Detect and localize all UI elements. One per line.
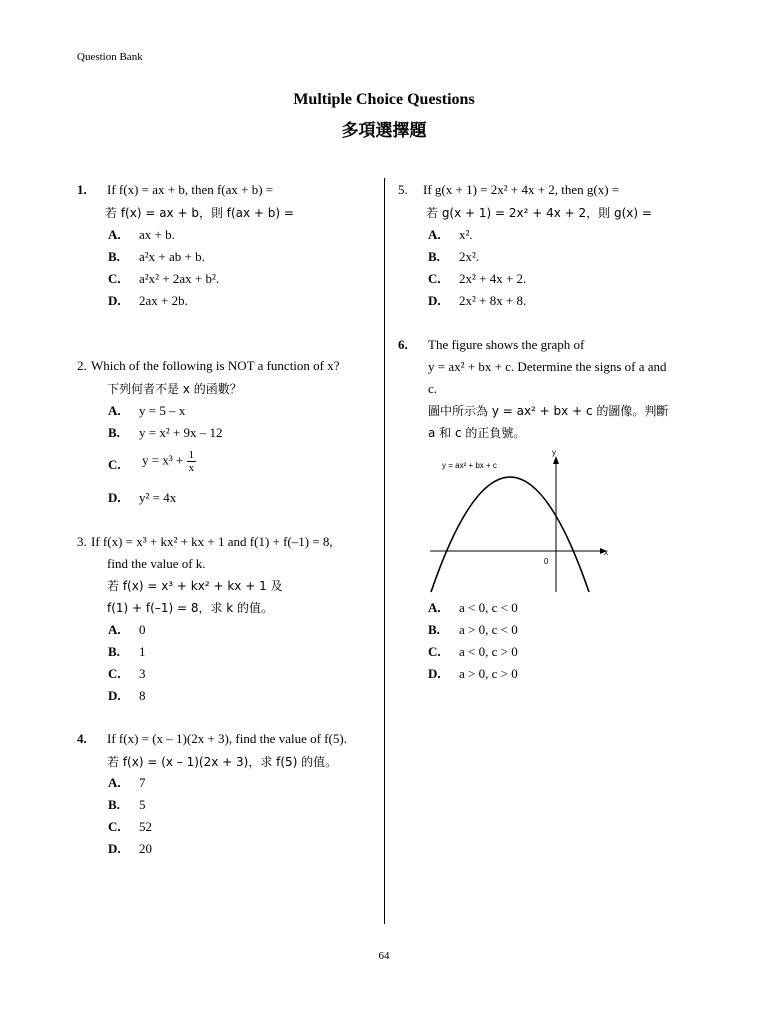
option-a[interactable]: y = 5 – x — [139, 403, 186, 418]
option-letter: A. — [108, 227, 121, 242]
option-a[interactable]: 7 — [139, 775, 146, 790]
question-text-chinese-line-2: a 和 c 的正負號。 — [428, 426, 526, 440]
y-axis-label: y — [552, 448, 556, 457]
curve-label: y = ax² + bx + c — [442, 461, 497, 470]
origin-label: 0 — [544, 557, 549, 566]
question-text-line-2: find the value of k. — [107, 556, 206, 571]
question-text: If g(x + 1) = 2x² + 4x + 2, then g(x) = — [423, 182, 620, 197]
option-d[interactable]: 20 — [139, 841, 152, 856]
option-c[interactable]: 3 — [139, 666, 146, 681]
question-text-chinese: 下列何者不是 x 的函數？ — [107, 382, 242, 396]
option-letter: D. — [428, 293, 441, 308]
fraction-numerator: 1 — [188, 449, 195, 461]
question-number: 1. — [77, 182, 87, 197]
option-d[interactable]: 8 — [139, 688, 146, 703]
question-text-chinese: 圖中所示為 y = ax² + bx + c 的圖像。判斷 — [428, 404, 669, 418]
question-text: Which of the following is NOT a function of x? — [91, 358, 340, 373]
option-letter: A. — [428, 227, 441, 242]
option-b[interactable]: 2x². — [459, 249, 480, 264]
option-d[interactable]: 2ax + 2b. — [139, 293, 188, 308]
option-letter: A. — [108, 622, 121, 637]
option-letter: C. — [428, 644, 441, 659]
question-number: 4. — [77, 731, 87, 746]
question-number: 6. — [398, 337, 408, 352]
option-letter: C. — [108, 457, 121, 472]
option-letter: B. — [428, 622, 440, 637]
option-c[interactable]: a²x² + 2ax + b². — [139, 271, 220, 286]
option-letter: A. — [108, 403, 121, 418]
option-letter: A. — [428, 600, 441, 615]
option-letter: D. — [108, 490, 121, 505]
option-letter: B. — [108, 249, 120, 264]
question-number: 5. — [398, 182, 408, 197]
option-b[interactable]: y = x² + 9x – 12 — [139, 425, 223, 440]
question-text: If f(x) = x³ + kx² + kx + 1 and f(1) + f(–1) = 8, — [91, 534, 333, 549]
parabola-curve — [431, 477, 589, 592]
question-text-chinese: 若 f(x) = x³ + kx² + kx + 1 及 — [107, 579, 283, 593]
option-letter: C. — [108, 819, 121, 834]
option-letter: B. — [428, 249, 440, 264]
option-c[interactable] — [142, 449, 196, 474]
question-text-line-3: c. — [428, 381, 438, 396]
option-a[interactable]: 0 — [139, 622, 146, 637]
option-letter: B. — [108, 797, 120, 812]
fraction — [187, 449, 197, 474]
option-c[interactable]: 2x² + 4x + 2. — [459, 271, 527, 286]
y-axis-arrow — [553, 456, 559, 464]
option-d[interactable]: y² = 4x — [139, 490, 177, 505]
question-number: 2. — [77, 358, 87, 373]
fraction-denominator: x — [188, 462, 195, 474]
question-text-chinese-line-2: f(1) + f(–1) = 8，求 k 的值。 — [107, 601, 274, 615]
option-b[interactable]: 5 — [139, 797, 146, 812]
option-c[interactable]: 52 — [139, 819, 152, 834]
option-letter: D. — [108, 841, 121, 856]
option-letter: D. — [108, 688, 121, 703]
option-letter: C. — [428, 271, 441, 286]
option-a[interactable]: x². — [459, 227, 473, 242]
page-number: 64 — [378, 950, 390, 962]
option-b[interactable]: a²x + ab + b. — [139, 249, 205, 264]
question-text: The figure shows the graph of — [428, 337, 585, 352]
column-divider — [384, 178, 385, 924]
option-d[interactable]: a > 0, c > 0 — [459, 666, 518, 681]
option-letter: B. — [108, 425, 120, 440]
question-text-line-2: y = ax² + bx + c. Determine the signs of a and — [428, 359, 667, 374]
option-letter: D. — [428, 666, 441, 681]
option-letter: D. — [108, 293, 121, 308]
option-letter: C. — [108, 271, 121, 286]
question-text: If f(x) = ax + b, then f(ax + b) = — [107, 182, 274, 197]
question-text-chinese: 若 g(x + 1) = 2x² + 4x + 2，則 g(x) = — [426, 206, 652, 220]
page-title: Multiple Choice Questions — [293, 91, 475, 108]
question-text-chinese: 若 f(x) = (x – 1)(2x + 3)，求 f(5) 的值。 — [107, 755, 338, 769]
option-b[interactable]: a > 0, c < 0 — [459, 622, 518, 637]
question-text-chinese: 若 f(x) = ax + b，則 f(ax + b) = — [105, 206, 294, 220]
option-a[interactable]: a < 0, c < 0 — [459, 600, 518, 615]
question-text: If f(x) = (x – 1)(2x + 3), find the value of f(5). — [107, 731, 347, 746]
option-c[interactable]: a < 0, c > 0 — [459, 644, 518, 659]
option-a[interactable]: ax + b. — [139, 227, 175, 242]
header-label: Question Bank — [77, 51, 143, 63]
option-c-text: y = x³ + — [142, 452, 184, 468]
option-d[interactable]: 2x² + 8x + 8. — [459, 293, 527, 308]
option-b[interactable]: 1 — [139, 644, 146, 659]
question-number: 3. — [77, 534, 87, 549]
parabola-graph — [428, 446, 612, 594]
option-letter: C. — [108, 666, 121, 681]
option-letter: B. — [108, 644, 120, 659]
x-axis-label: x — [604, 548, 608, 557]
option-letter: A. — [108, 775, 121, 790]
page-title-chinese: 多項選擇題 — [341, 121, 427, 141]
